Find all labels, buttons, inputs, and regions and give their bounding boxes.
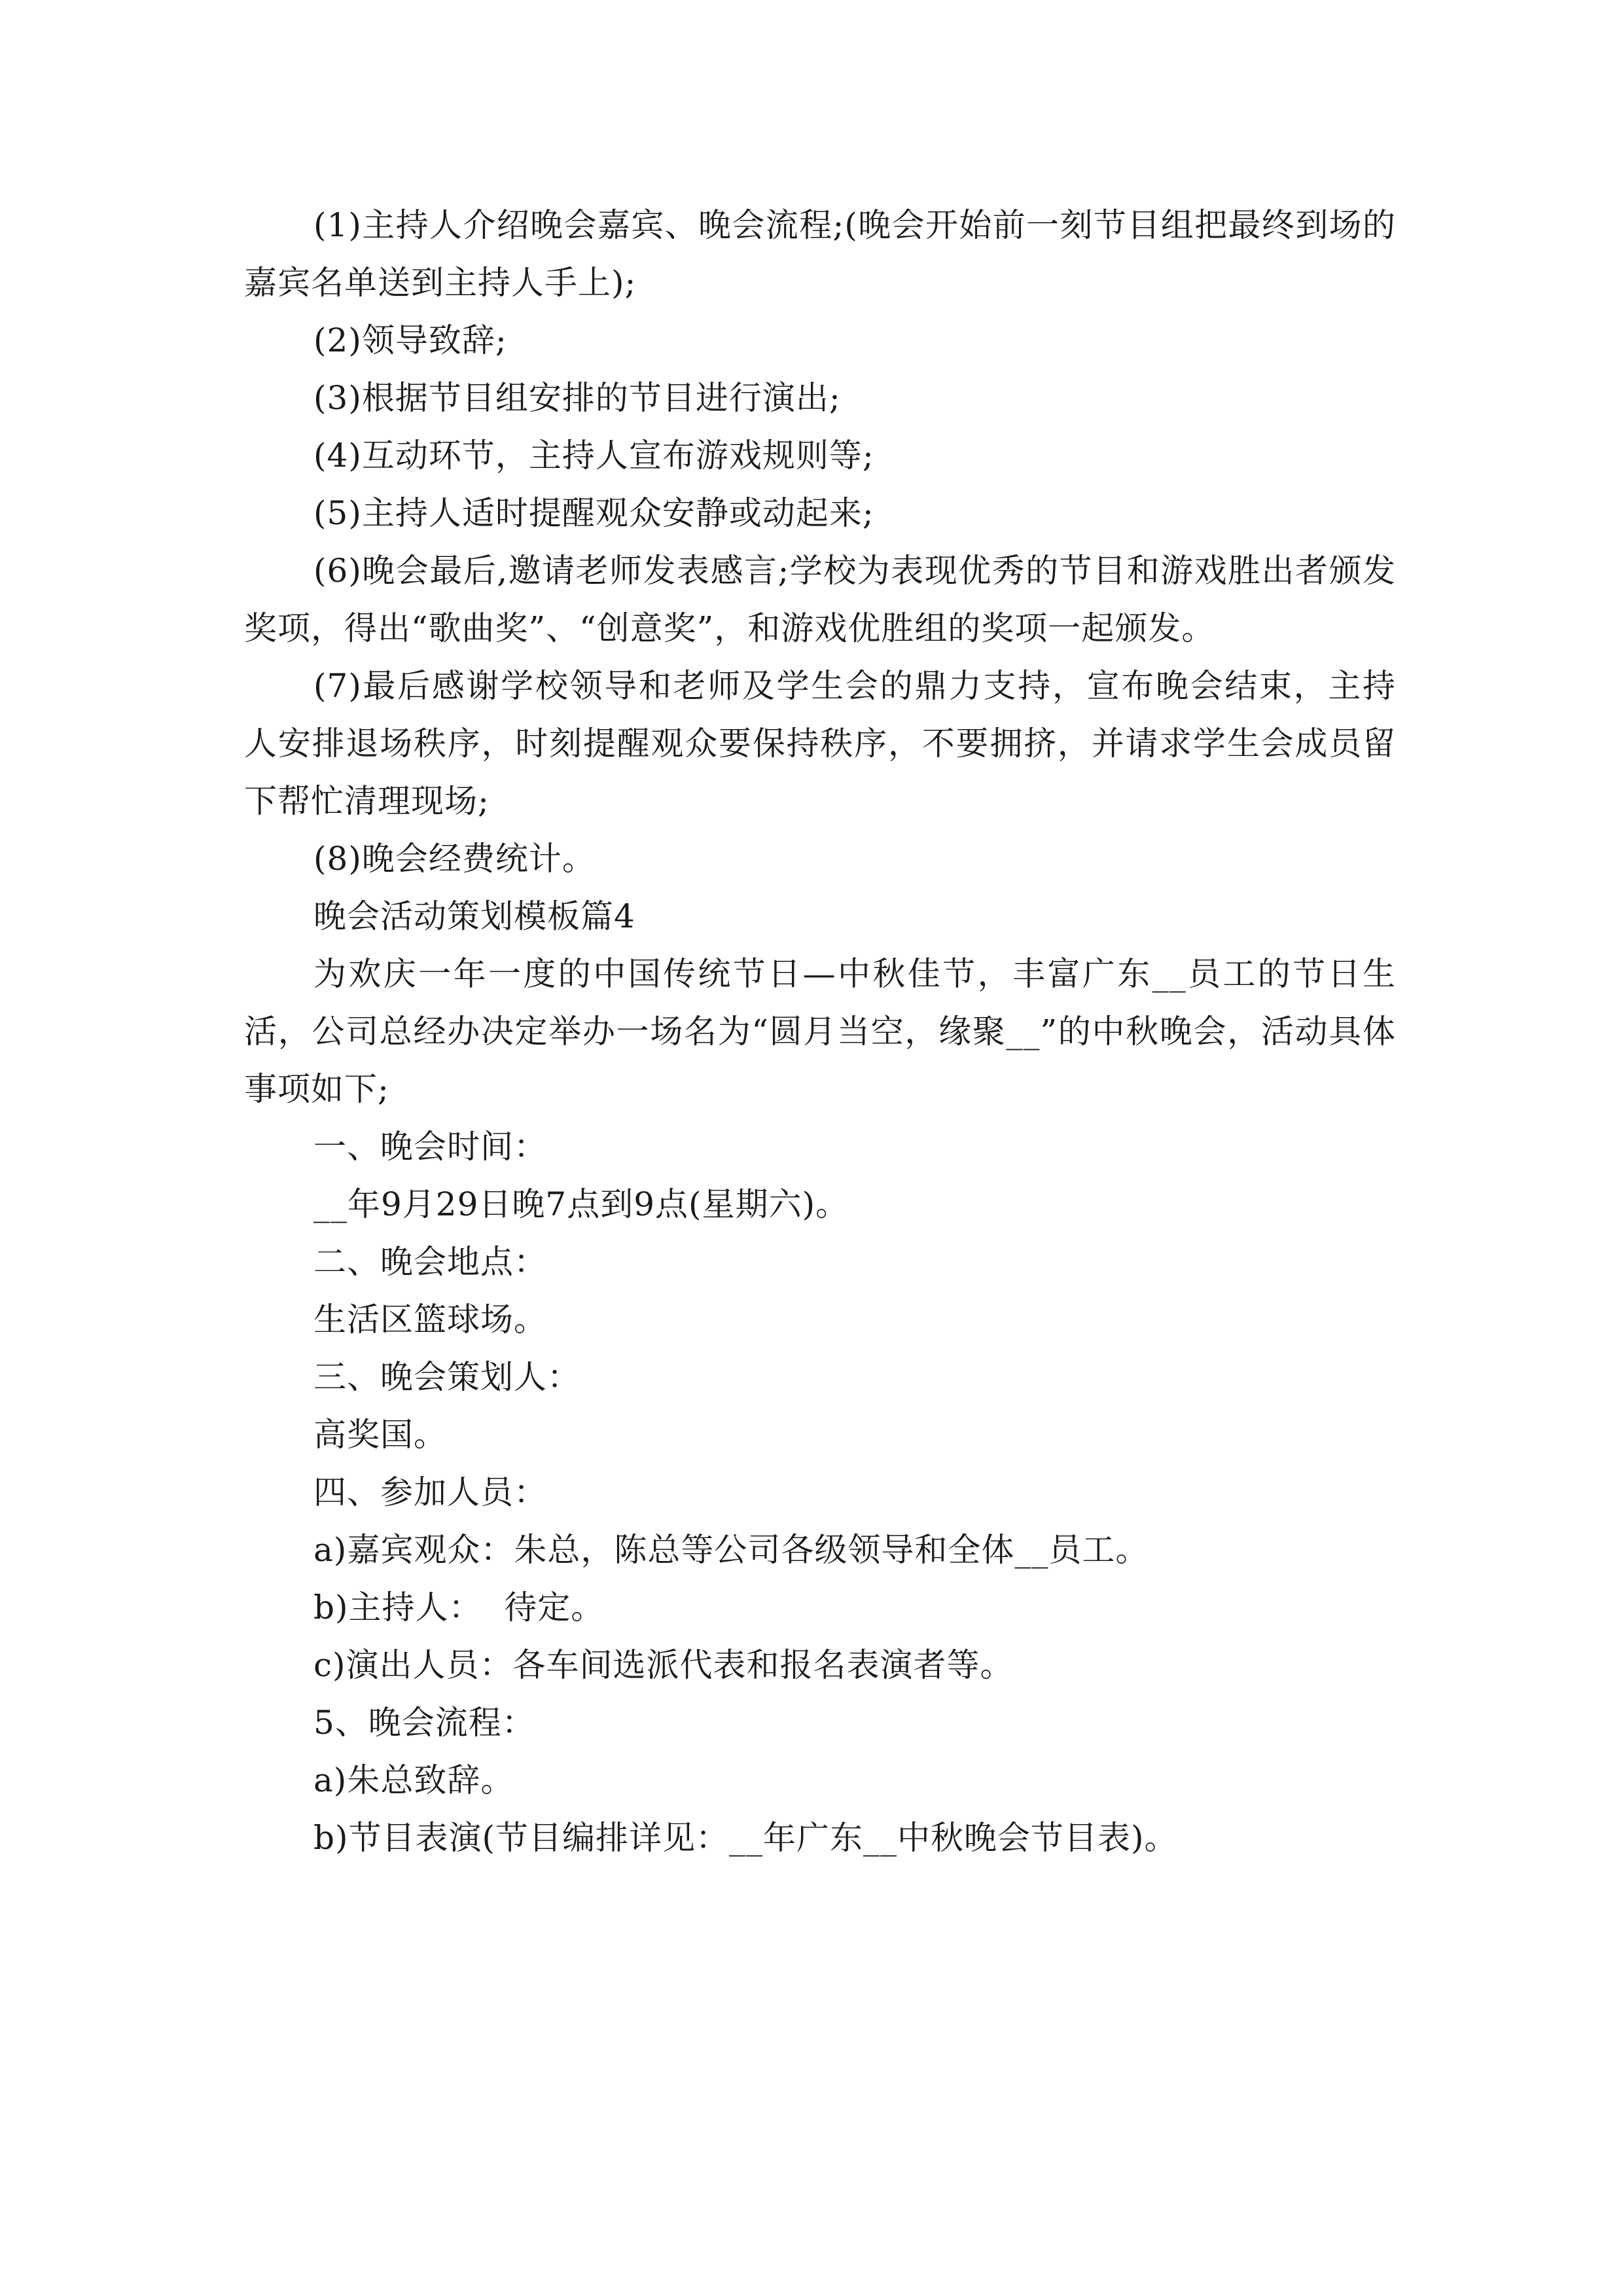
paragraph-closing: (7)最后感谢学校领导和老师及学生会的鼎力支持，宣布晚会结束，主持人安排退场秩序，时刻提醒观众要保持秩序，不要拥挤，并请求学生会成员留下帮忙清理现场; bbox=[244, 667, 1396, 820]
paragraph-guests: a)嘉宾观众：朱总，陈总等公司各级领导和全体__员工。 bbox=[313, 1531, 1149, 1569]
paragraph-interaction: (4)互动环节，主持人宣布游戏规则等; bbox=[313, 437, 874, 475]
document-body bbox=[244, 196, 1396, 1867]
paragraph-performance: (3)根据节目组安排的节目进行演出; bbox=[313, 379, 841, 417]
paragraph-host-intro: (1)主持人介绍晚会嘉宾、晚会流程;(晚会开始前一刻节目组把最终到场的嘉宾名单送到主持人手上); bbox=[244, 206, 1396, 302]
section-heading: 晚会活动策划模板篇4 bbox=[313, 897, 635, 935]
paragraph-intro: 为欢庆一年一度的中国传统节日—中秋佳节，丰富广东__员工的节日生活，公司总经办决定举办一场名为“圆月当空，缘聚__”的中秋晚会，活动具体事项如下; bbox=[244, 955, 1396, 1108]
paragraph-time: __年9月29日晚7点到9点(星期六)。 bbox=[313, 1185, 849, 1223]
paragraph-host-reminder: (5)主持人适时提醒观众安静或动起来; bbox=[313, 494, 874, 532]
paragraph-budget: (8)晚会经费统计。 bbox=[313, 840, 596, 878]
paragraph-program-speech: a)朱总致辞。 bbox=[313, 1761, 514, 1799]
heading-time: 一、晚会时间： bbox=[313, 1128, 547, 1166]
paragraph-location: 生活区篮球场。 bbox=[313, 1300, 547, 1338]
heading-location: 二、晚会地点： bbox=[313, 1243, 547, 1281]
heading-participants: 四、参加人员： bbox=[313, 1473, 547, 1511]
paragraph-program-show: b)节目表演(节目编排详见：__年广东__中秋晚会节目表)。 bbox=[313, 1819, 1178, 1857]
paragraph-leader-speech: (2)领导致辞; bbox=[313, 321, 507, 359]
paragraph-planner: 高奖国。 bbox=[313, 1416, 447, 1454]
heading-program: 5、晚会流程： bbox=[313, 1704, 535, 1742]
heading-planner: 三、晚会策划人： bbox=[313, 1358, 580, 1396]
paragraph-awards: (6)晚会最后,邀请老师发表感言;学校为表现优秀的节目和游戏胜出者颁发奖项，得出“歌曲奖”、“创意奖”，和游戏优胜组的奖项一起颁发。 bbox=[244, 552, 1396, 647]
paragraph-performers: c)演出人员：各车间选派代表和报名表演者等。 bbox=[313, 1646, 1014, 1684]
paragraph-host: b)主持人： 待定。 bbox=[313, 1588, 605, 1626]
